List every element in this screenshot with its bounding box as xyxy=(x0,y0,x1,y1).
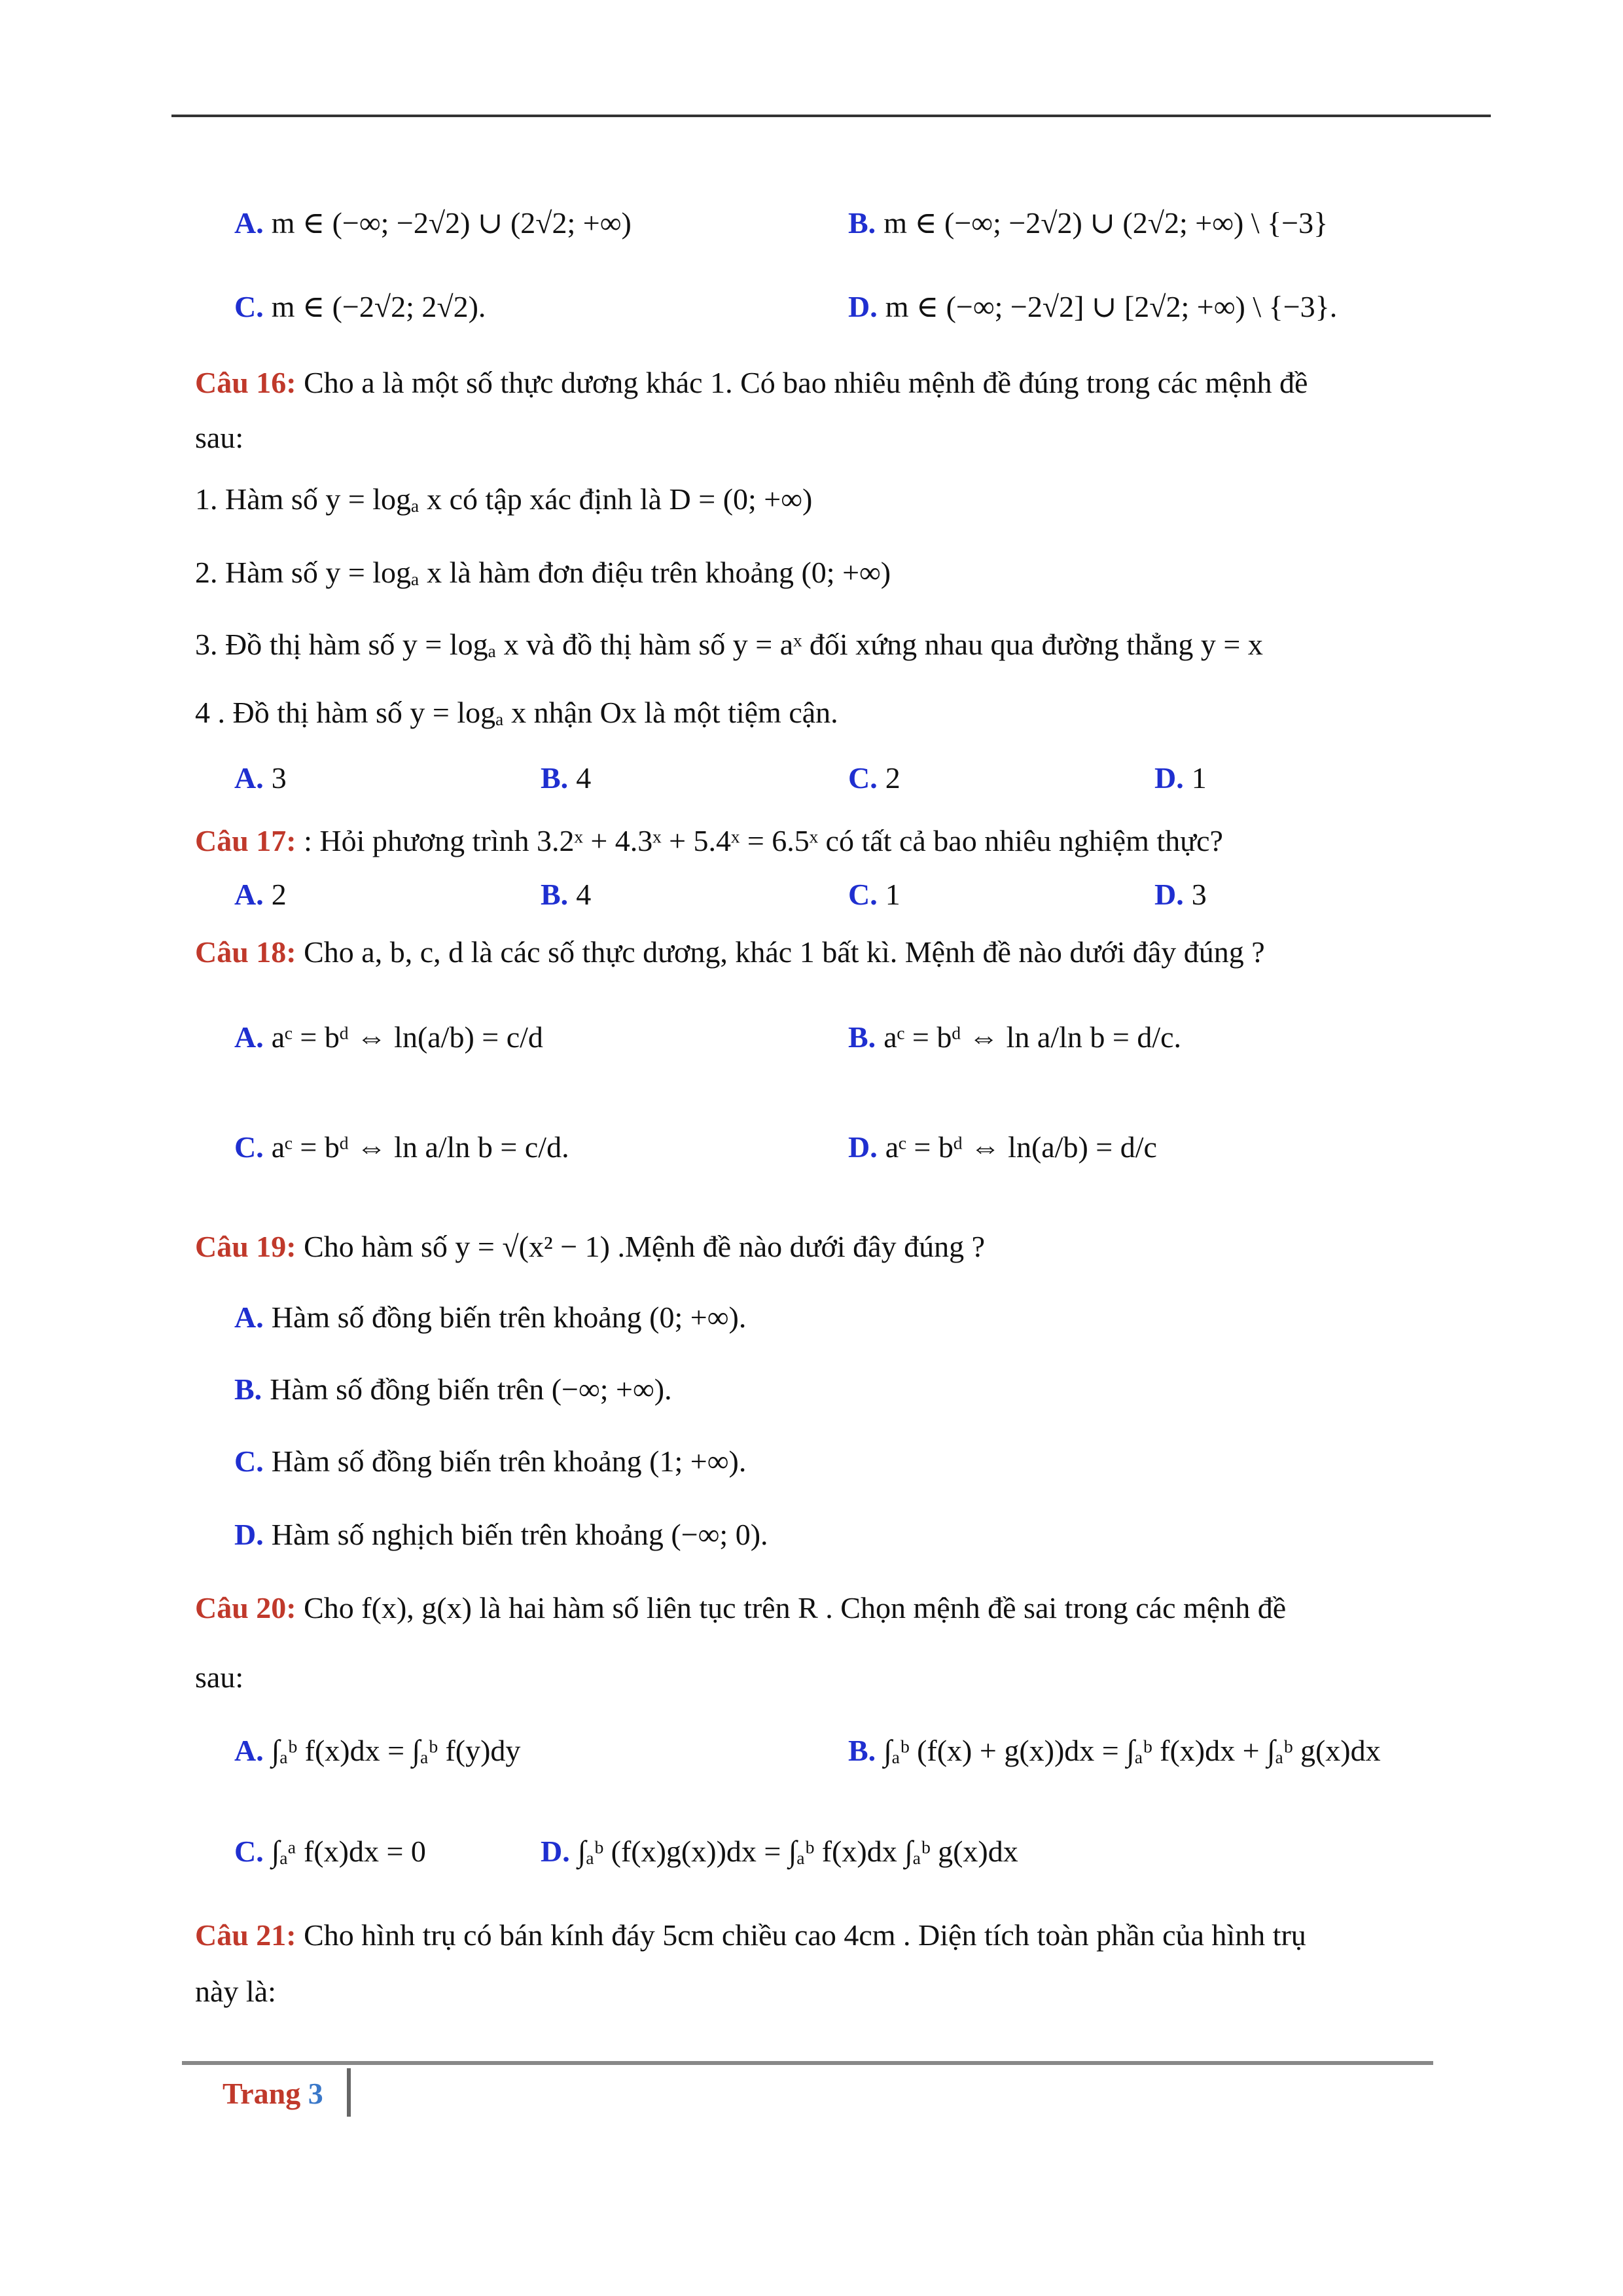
q20-option-c[interactable]: C. ∫ₐᵃ f(x)dx = 0 xyxy=(234,1835,426,1868)
q21-title: Câu 21: xyxy=(195,1918,296,1952)
q20-title: Câu 20: xyxy=(195,1591,296,1624)
q20-stem: Câu 20: Cho f(x), g(x) là hai hàm số liên tục trên R . Chọn mệnh đề sai trong các mệnh đề xyxy=(195,1591,1287,1624)
q16-statement-4: 4 . Đồ thị hàm số y = logₐ x nhận Ox là một tiệm cận. xyxy=(195,696,838,729)
q21-stem: Câu 21: Cho hình trụ có bán kính đáy 5cm chiều cao 4cm . Diện tích toàn phần của hình trụ xyxy=(195,1918,1306,1952)
q19-title: Câu 19: xyxy=(195,1230,296,1263)
q16-option-c[interactable]: C. 2 xyxy=(848,761,901,795)
q17-option-b[interactable]: B. 4 xyxy=(541,878,592,911)
q16-option-b[interactable]: B. 4 xyxy=(541,761,592,795)
q19-stem: Câu 19: Cho hàm số y = √(x² − 1) .Mệnh đề nào dưới đây đúng ? xyxy=(195,1230,985,1263)
page-number: Trang 3 xyxy=(223,2077,323,2110)
q17-option-d[interactable]: D. 3 xyxy=(1154,878,1207,911)
q19-option-d[interactable]: D. Hàm số nghịch biến trên khoảng (−∞; 0). xyxy=(234,1518,768,1551)
q21-stem-line2: này là: xyxy=(195,1975,276,2008)
q19-option-a[interactable]: A. Hàm số đồng biến trên khoảng (0; +∞). xyxy=(234,1300,747,1334)
q15-option-d[interactable]: D. m ∈ (−∞; −2√2] ∪ [2√2; +∞) \ {−3}. xyxy=(848,290,1338,323)
q20-option-d[interactable]: D. ∫ₐᵇ (f(x)g(x))dx = ∫ₐᵇ f(x)dx ∫ₐᵇ g(x)dx xyxy=(541,1835,1018,1868)
q16-stem-line2: sau: xyxy=(195,421,244,454)
footer-divider xyxy=(347,2068,351,2117)
q18-option-c[interactable]: C. aᶜ = bᵈ ⇔ ln a/ln b = c/d. xyxy=(234,1130,569,1164)
q15-option-a[interactable]: A. m ∈ (−∞; −2√2) ∪ (2√2; +∞) xyxy=(234,206,632,240)
q16-option-d[interactable]: D. 1 xyxy=(1154,761,1207,795)
q20-option-a[interactable]: A. ∫ₐᵇ f(x)dx = ∫ₐᵇ f(y)dy xyxy=(234,1734,521,1767)
q16-statement-3: 3. Đồ thị hàm số y = logₐ x và đồ thị hàm số y = aˣ đối xứng nhau qua đường thẳng y = x xyxy=(195,628,1263,661)
q16-title: Câu 16: xyxy=(195,366,296,399)
q18-option-a[interactable]: A. aᶜ = bᵈ ⇔ ln(a/b) = c/d xyxy=(234,1020,543,1054)
q18-title: Câu 18: xyxy=(195,935,296,969)
footer-rule xyxy=(182,2061,1433,2065)
q19-option-c[interactable]: C. Hàm số đồng biến trên khoảng (1; +∞). xyxy=(234,1444,747,1478)
q17-option-a[interactable]: A. 2 xyxy=(234,878,287,911)
q15-option-c[interactable]: C. m ∈ (−2√2; 2√2). xyxy=(234,290,486,323)
q20-option-b[interactable]: B. ∫ₐᵇ (f(x) + g(x))dx = ∫ₐᵇ f(x)dx + ∫ₐᵇ g(x)dx xyxy=(848,1734,1381,1767)
header-rule xyxy=(171,115,1491,117)
q16-statement-2: 2. Hàm số y = logₐ x là hàm đơn điệu trên khoảng (0; +∞) xyxy=(195,556,891,589)
q16-stem: Câu 16: Cho a là một số thực dương khác 1. Có bao nhiêu mệnh đề đúng trong các mệnh đề xyxy=(195,366,1308,399)
q17-option-c[interactable]: C. 1 xyxy=(848,878,901,911)
q16-statement-1: 1. Hàm số y = logₐ x có tập xác định là D = (0; +∞) xyxy=(195,482,813,516)
q20-stem-line2: sau: xyxy=(195,1660,244,1694)
q19-option-b[interactable]: B. Hàm số đồng biến trên (−∞; +∞). xyxy=(234,1372,672,1406)
q15-option-b[interactable]: B. m ∈ (−∞; −2√2) ∪ (2√2; +∞) \ {−3} xyxy=(848,206,1329,240)
q16-option-a[interactable]: A. 3 xyxy=(234,761,287,795)
q18-option-b[interactable]: B. aᶜ = bᵈ ⇔ ln a/ln b = d/c. xyxy=(848,1020,1182,1054)
q17-title: Câu 17: xyxy=(195,824,296,857)
q17-stem: Câu 17: : Hỏi phương trình 3.2ˣ + 4.3ˣ + 5.4ˣ = 6.5ˣ có tất cả bao nhiêu nghiệm thực? xyxy=(195,824,1223,857)
q18-stem: Câu 18: Cho a, b, c, d là các số thực dương, khác 1 bất kì. Mệnh đề nào dưới đây đúng ? xyxy=(195,935,1265,969)
q18-option-d[interactable]: D. aᶜ = bᵈ ⇔ ln(a/b) = d/c xyxy=(848,1130,1157,1164)
